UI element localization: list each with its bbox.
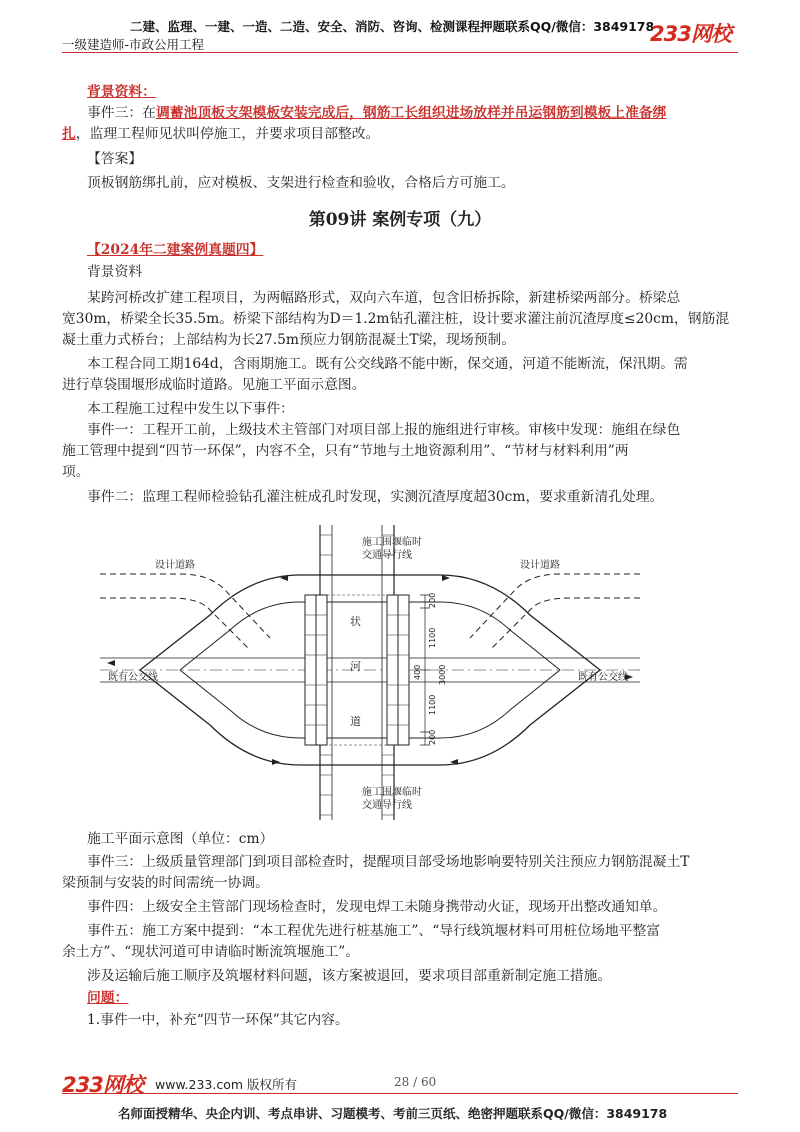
event3-highlight-2: 扎	[62, 126, 76, 142]
header-divider	[62, 52, 738, 53]
question-label	[87, 988, 128, 1008]
answer-label: 【答案】	[87, 151, 143, 167]
question-1: 1.事件一中，补充“四节一环保”其它内容。	[87, 1012, 349, 1028]
exam-title-text: 【2024年二建案例真题四】	[87, 242, 264, 258]
design-road-left	[100, 574, 270, 638]
section-title: 第09讲 案例专项（九）	[308, 210, 492, 230]
event2: 事件二：监理工程师检验钻孔灌注桩成孔时发现，实测沉渣厚度超30cm，要求重新清孔处理。	[87, 489, 664, 505]
event3-line1	[87, 103, 666, 123]
event3-rest: ，监理工程师见状叫停施工，并要求项目部整改。	[75, 126, 380, 142]
event4: 事件四：上级安全主管部门现场检查时，发现电焊工未随身携带动火证，现场开出整改通知单。	[87, 899, 667, 915]
event3-line2	[62, 124, 379, 144]
label-bottom-1: 施工围堰临时	[362, 787, 422, 798]
dim-3000: 3000	[438, 664, 447, 685]
dim-200-top: 200	[428, 592, 437, 608]
event5-line1: 事件五：施工方案中提到：“本工程优先进行桩基施工”、“导行线筑堰材料可用桩位场地平整富	[87, 923, 661, 939]
bus-line-left-label: 既有公交线	[108, 672, 158, 683]
question-label-text: 问题：	[87, 990, 129, 1006]
page-number: 28 / 60	[394, 1075, 437, 1089]
event3-b-line2: 梁预制与安装的时间需统一协调。	[62, 875, 269, 891]
construction-plan-diagram	[100, 520, 640, 825]
para2-line1: 本工程合同工期164d，含雨期施工。既有公交线路不能中断，保交通，河道不能断流，保汛期。需	[87, 356, 688, 372]
design-road-right-label: 设计道路	[520, 560, 560, 571]
background-label	[87, 82, 156, 102]
river-char-2: 河	[350, 660, 361, 673]
bank-hatching	[320, 535, 394, 815]
para4: 涉及运输后施工顺序及筑堰材料问题，该方案被退回，要求项目部重新制定施工措施。	[87, 968, 612, 984]
header-promo: 二建、监理、一建、一造、二造、安全、消防、咨询、检测课程押题联系QQ/微信：3849178	[130, 19, 655, 34]
para2-line2: 进行草袋围堰形成临时道路。见施工平面示意图。	[62, 377, 366, 393]
event1-line3: 项。	[62, 464, 90, 480]
exam-title	[87, 240, 263, 260]
event5-line2: 余土方”、“现状河道可申请临时断流筑堰施工”。	[62, 944, 360, 960]
para1-line2: 宽30m，桥梁全长35.5m。桥梁下部结构为D＝1.2m钻孔灌注桩，设计要求灌注前沉渣厚度≤20cm，钢筋混	[62, 311, 730, 327]
dim-1100-top: 1100	[428, 627, 437, 648]
design-road-left-label: 设计道路	[155, 560, 195, 571]
para3: 本工程施工过程中发生以下事件：	[87, 401, 294, 417]
dim-400: 400	[413, 664, 422, 680]
river-char-3: 道	[350, 715, 361, 728]
figure-caption: 施工平面示意图（单位：cm）	[87, 831, 274, 847]
dim-1100-bottom: 1100	[428, 694, 437, 715]
footer-promo: 名师面授精华、央企内训、考点串讲、习题模考、考前三页纸、绝密押题联系QQ/微信：3849178	[118, 1106, 668, 1121]
event1-line2: 施工管理中提到“四节一环保”，内容不全，只有“节地与土地资源利用”、“节材与材料利用”两	[62, 443, 629, 459]
header-subject: 一级建造师-市政公用工程	[62, 37, 205, 52]
background-label-text: 背景资料：	[87, 84, 156, 100]
design-road-right	[470, 574, 640, 638]
label-top-2: 交通导行线	[362, 550, 412, 561]
footer-logo: 233网校	[62, 1073, 143, 1097]
footer-divider	[62, 1093, 738, 1094]
event3-highlight-1: 调蓄池顶板支架模板安装完成后，钢筋工长组织进场放样并吊运钢筋到模板上准备绑	[155, 105, 667, 121]
bus-line-right-label: 既有公交线	[578, 672, 628, 683]
event3-b-line1: 事件三：上级质量管理部门到项目部检查时，提醒项目部受场地影响要特别关注预应力钢筋混凝土T	[87, 854, 690, 870]
river-char-1: 状	[350, 615, 361, 628]
dim-200-bottom: 200	[428, 729, 437, 745]
para1-line3: 凝土重力式桥台；上部结构为长27.5m预应力钢筋混凝土T梁，现场预制。	[62, 332, 516, 348]
event3-prefix: 事件三：在	[87, 105, 156, 121]
header-logo: 233网校	[650, 22, 731, 46]
bridge-deck-right	[387, 595, 409, 745]
footer-copyright: www.233.com 版权所有	[155, 1077, 297, 1092]
answer-text: 顶板钢筋绑扎前，应对模板、支架进行检查和验收，合格后方可施工。	[87, 175, 515, 191]
label-bottom-2: 交通导行线	[362, 800, 412, 811]
label-top-1: 施工围堰临时	[362, 537, 422, 548]
bridge-deck-left	[305, 595, 327, 745]
background-label-2: 背景资料	[87, 264, 143, 280]
event1-line1: 事件一：工程开工前，上级技术主管部门对项目部上报的施组进行审核。审核中发现：施组在绿色	[87, 422, 681, 438]
para1-line1: 某跨河桥改扩建工程项目，为两幅路形式，双向六车道，包含旧桥拆除，新建桥梁两部分。桥梁总	[87, 290, 681, 306]
